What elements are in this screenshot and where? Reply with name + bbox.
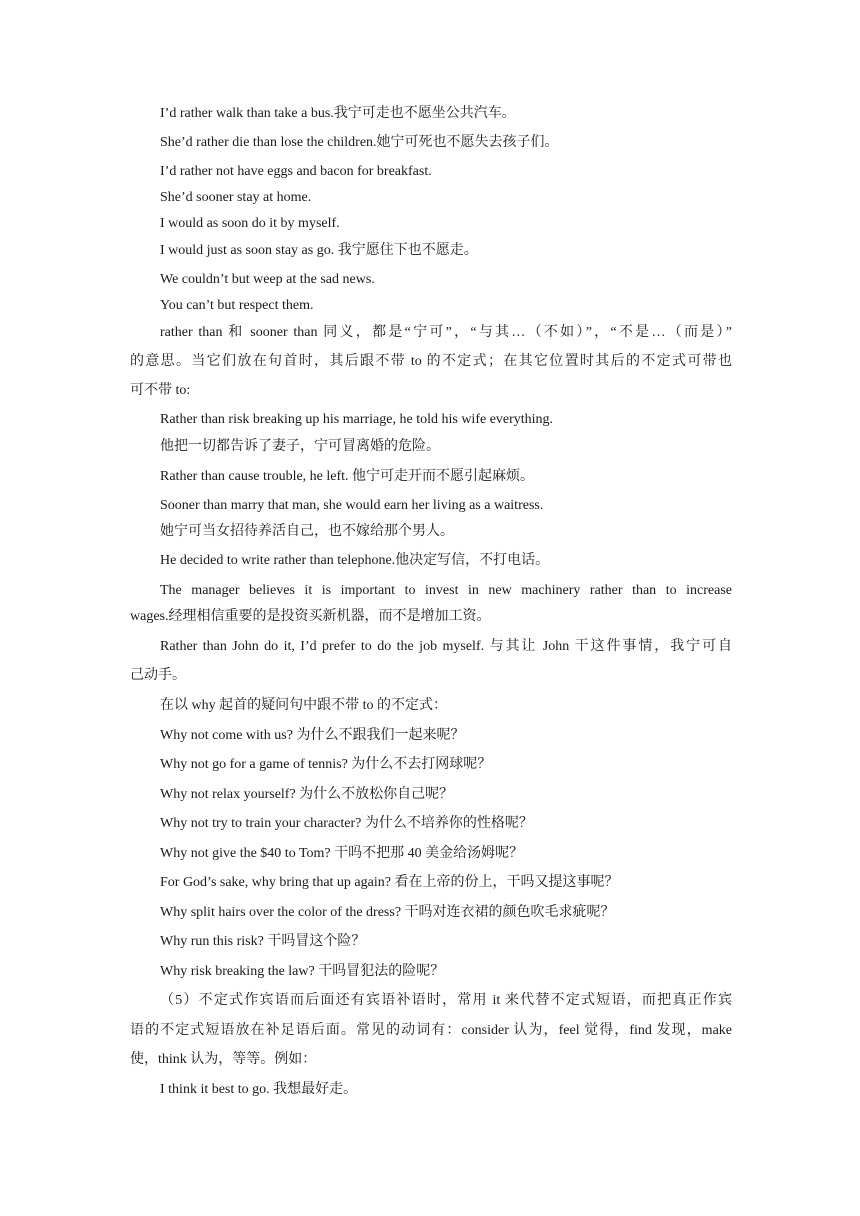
text-line: Why split hairs over the color of the dress? 干吗对连衣裙的颜色吹毛求疵呢？: [160, 905, 615, 920]
text-line: Why not give the $40 to Tom? 干吗不把那 40 美金给汤姆呢？: [160, 846, 524, 861]
text-line: Why not try to train your character? 为什么不培养你的性格呢？: [160, 816, 533, 831]
text-line: The manager believes it is important to invest in new machinery rather than to increase: [160, 583, 732, 598]
text-line: I would just as soon stay as go. 我宁愿住下也不愿走。: [160, 243, 478, 258]
text-line: （5）不定式作宾语而后面还有宾语补语时，常用 it 来代替不定式短语，而把真正作宾: [160, 993, 732, 1008]
text-line: He decided to write rather than telephone.他决定写信，不打电话。: [160, 553, 550, 568]
text-line: Why not come with us? 为什么不跟我们一起来呢？: [160, 728, 465, 743]
text-line: Why run this risk? 干吗冒这个险？: [160, 934, 366, 949]
text-line: Rather than cause trouble, he left. 他宁可走开而不愿引起麻烦。: [160, 469, 535, 484]
text-line: She’d sooner stay at home.: [160, 190, 312, 205]
text-line: She’d rather die than lose the children.她宁可死也不愿失去孩子们。: [160, 135, 559, 150]
text-line: Rather than John do it, I’d prefer to do the job myself. 与其让 John 干这件事情，我宁可自: [160, 639, 732, 654]
text-line: Why not go for a game of tennis? 为什么不去打网球呢？: [160, 757, 492, 772]
text-line: 语的不定式短语放在补足语后面。常见的动词有：consider 认为，feel 觉得，find 发现，make: [130, 1023, 732, 1038]
text-line: I’d rather not have eggs and bacon for breakfast.: [160, 164, 432, 179]
text-line: I’d rather walk than take a bus.我宁可走也不愿坐公共汽车。: [160, 106, 516, 121]
text-line: 己动手。: [130, 668, 186, 683]
text-line: 在以 why 起首的疑问句中跟不带 to 的不定式：: [160, 698, 447, 713]
text-line: Why risk breaking the law? 干吗冒犯法的险呢？: [160, 964, 445, 979]
text-line: 可不带 to:: [130, 383, 191, 398]
text-line: Why not relax yourself? 为什么不放松你自己呢？: [160, 787, 454, 802]
text-line: wages.经理相信重要的是投资买新机器，而不是增加工资。: [130, 609, 491, 624]
text-line: 她宁可当女招待养活自己，也不嫁给那个男人。: [160, 524, 454, 539]
text-line: You can’t but respect them.: [160, 298, 314, 313]
text-line: I think it best to go. 我想最好走。: [160, 1082, 358, 1097]
text-line: 他把一切都告诉了妻子，宁可冒离婚的危险。: [160, 439, 440, 454]
text-line: Sooner than marry that man, she would earn her living as a waitress.: [160, 498, 544, 513]
text-line: For God’s sake, why bring that up again? 看在上帝的份上，干吗又提这事呢？: [160, 875, 619, 890]
text-line: rather than 和 sooner than 同义，都是“宁可”，“与其…（不如）”，“不是…（而是）”: [160, 325, 732, 340]
text-line: I would as soon do it by myself.: [160, 216, 340, 231]
text-line: 的意思。当它们放在句首时，其后跟不带 to 的不定式；在其它位置时其后的不定式可带也: [130, 354, 732, 369]
text-line: 使，think 认为，等等。例如：: [130, 1052, 317, 1067]
text-line: Rather than risk breaking up his marriage, he told his wife everything.: [160, 412, 554, 427]
text-line: We couldn’t but weep at the sad news.: [160, 272, 375, 287]
